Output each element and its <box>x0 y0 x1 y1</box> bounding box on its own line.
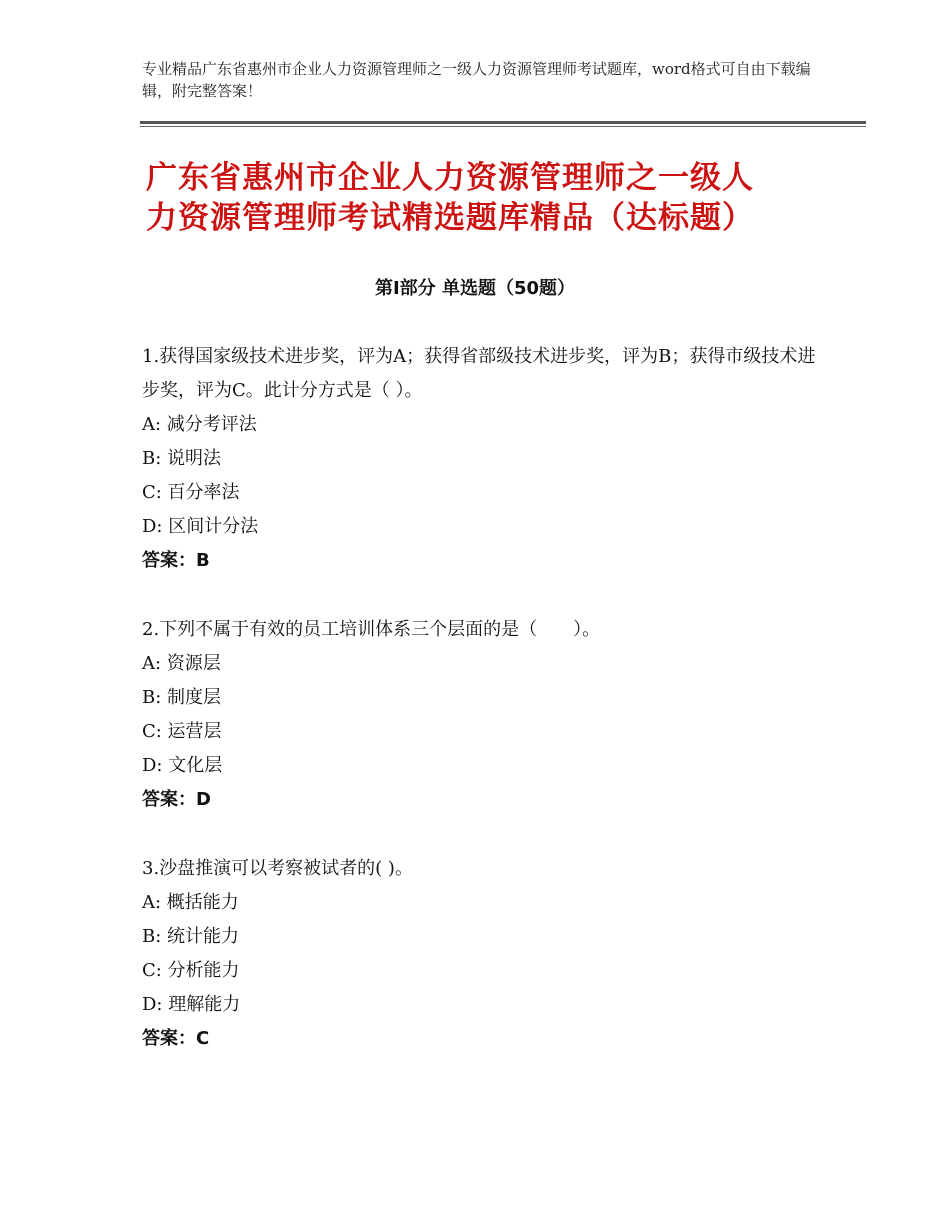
option-d: D: 文化层 <box>142 755 223 776</box>
option-a: A: 概括能力 <box>142 892 239 913</box>
title-line-1: 广东省惠州市企业人力资源管理师之一级人 <box>146 160 754 196</box>
answer-line <box>142 1022 822 1056</box>
option-c: C: 百分率法 <box>142 482 240 503</box>
option-b: B: 说明法 <box>142 448 222 469</box>
header-rule-thin <box>140 126 866 127</box>
question-stem: 1.获得国家级技术进步奖，评为A；获得省部级技术进步奖，评为B；获得市级技术进步奖，评为C。此计分方式是（ ）。 <box>142 346 816 401</box>
option-b: B: 制度层 <box>142 687 222 708</box>
document-title <box>146 158 836 238</box>
title-line-2: 力资源管理师考试精选题库精品（达标题） <box>146 200 754 236</box>
answer-label: 答案： <box>142 789 196 810</box>
question-2 <box>142 613 822 817</box>
answer-value: C <box>196 1028 210 1049</box>
answer-label: 答案： <box>142 550 196 571</box>
option-d: D: 理解能力 <box>142 994 241 1015</box>
question-stem: 2.下列不属于有效的员工培训体系三个层面的是（ ）。 <box>142 619 601 640</box>
answer-label: 答案： <box>142 1028 196 1049</box>
option-d: D: 区间计分法 <box>142 516 259 537</box>
question-1 <box>142 340 822 578</box>
option-b: B: 统计能力 <box>142 926 240 947</box>
answer-line <box>142 544 822 578</box>
answer-value: D <box>196 789 211 810</box>
option-a: A: 减分考评法 <box>142 414 257 435</box>
option-c: C: 运营层 <box>142 721 222 742</box>
section-heading: 第Ⅰ部分 单选题（50题） <box>374 278 575 299</box>
option-c: C: 分析能力 <box>142 960 240 981</box>
answer-line <box>142 783 822 817</box>
option-a: A: 资源层 <box>142 653 221 674</box>
question-3 <box>142 852 822 1056</box>
header-note: 专业精品广东省惠州市企业人力资源管理师之一级人力资源管理师考试题库，word格式可自由下载编辑，附完整答案！ <box>142 60 811 100</box>
question-stem: 3.沙盘推演可以考察被试者的( )。 <box>142 858 413 879</box>
header-rule-thick <box>140 121 866 124</box>
answer-value: B <box>196 550 210 571</box>
